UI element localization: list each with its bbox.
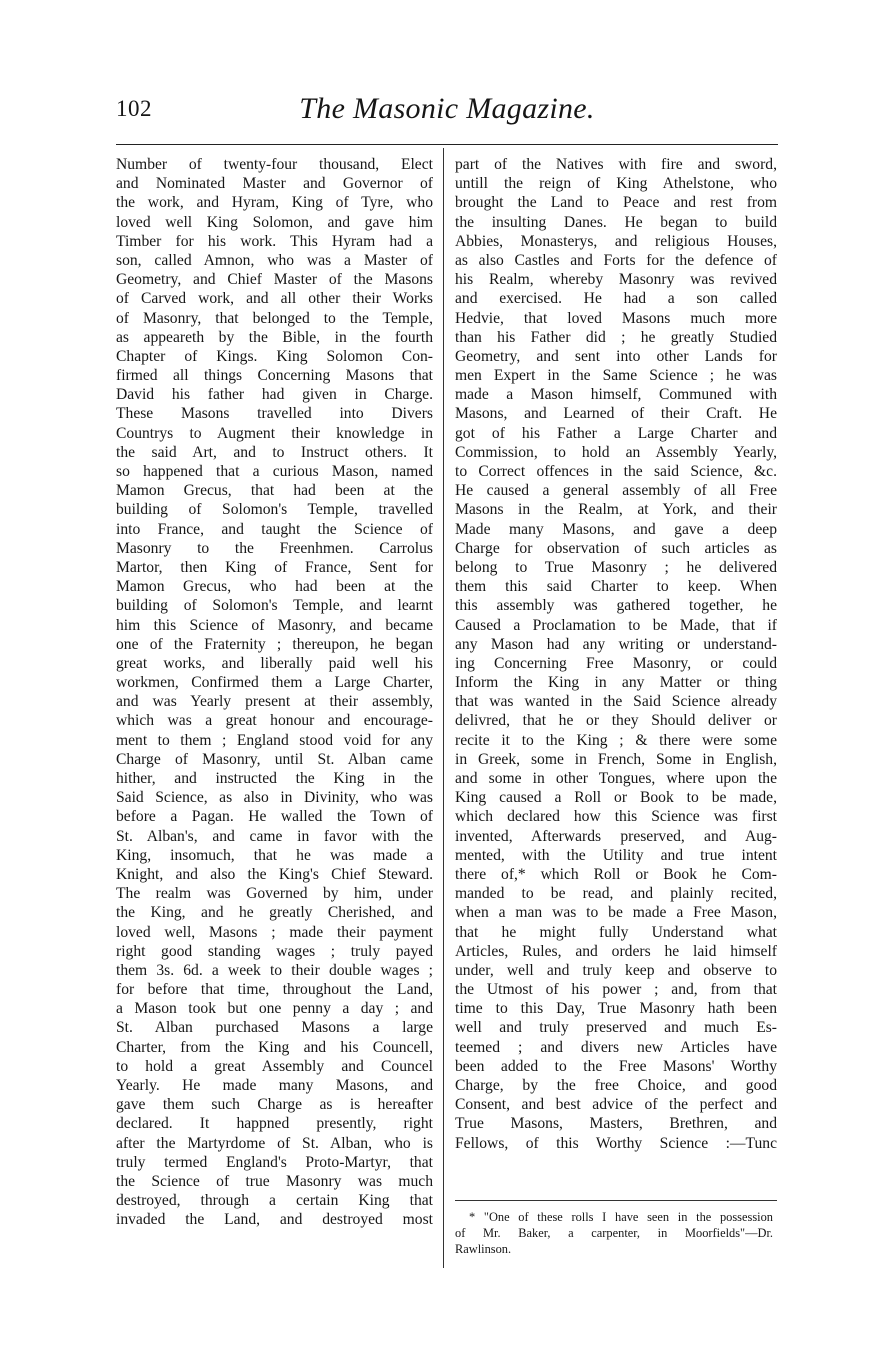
left-column-line: into France, and taught the Science of bbox=[116, 520, 433, 538]
right-column-line: brought the Land to Peace and rest from bbox=[455, 194, 777, 212]
left-column-line: St. Alban's, and came in favor with the bbox=[116, 827, 433, 845]
right-column-line: that was wanted in the Said Science already bbox=[455, 693, 777, 711]
right-column-line: delivred, that he or they Should deliver or bbox=[455, 712, 777, 730]
right-column-line: Inform the King in any Matter or thing bbox=[455, 674, 777, 692]
right-column-line: recite it to the King ; & there were some bbox=[455, 731, 777, 749]
right-column-line: teemed ; and divers new Articles have bbox=[455, 1038, 777, 1056]
footnote-line: Rawlinson. bbox=[455, 1242, 512, 1256]
left-column-line: him this Science of Masonry, and became bbox=[116, 616, 433, 634]
right-column-line: this assembly was gathered together, he bbox=[455, 597, 777, 615]
right-column-line: belong to True Masonry ; he delivered bbox=[455, 558, 777, 576]
left-column-line: a Mason took but one penny a day ; and bbox=[116, 1000, 433, 1018]
left-column-line: right good standing wages ; truly payed bbox=[116, 942, 433, 960]
right-column-line: Masons, and Learned of their Craft. He bbox=[455, 405, 777, 423]
left-column-line: as appeareth by the Bible, in the fourth bbox=[116, 328, 433, 346]
left-column-line: Geometry, and Chief Master of the Masons bbox=[116, 271, 433, 289]
right-column-line: King caused a Roll or Book to be made, bbox=[455, 789, 777, 807]
left-column-line: the work, and Hyram, King of Tyre, who bbox=[116, 194, 433, 212]
right-column-line: Abbies, Monasterys, and religious Houses, bbox=[455, 232, 777, 250]
right-column-line: which declared how this Science was first bbox=[455, 808, 777, 826]
left-column-line: King, insomuch, that he was made a bbox=[116, 846, 433, 864]
right-column-line: Geometry, and sent into other Lands for bbox=[455, 347, 777, 365]
footnote-line: * "One of these rolls I have seen in the possession bbox=[469, 1210, 773, 1224]
right-column-line: when a man was to be made a Free Mason, bbox=[455, 904, 777, 922]
right-column-line: part of the Natives with fire and sword, bbox=[455, 156, 777, 173]
left-column-line: declared. It happned presently, right bbox=[116, 1115, 433, 1133]
left-column-line: Charter, from the King and his Councell, bbox=[116, 1038, 433, 1056]
left-column-line: loved well, Masons ; made their payment bbox=[116, 923, 433, 941]
right-column bbox=[455, 155, 777, 1153]
right-column-line: True Masons, Masters, Brethren, and bbox=[455, 1115, 777, 1133]
footnote-rule bbox=[455, 1200, 777, 1201]
right-column-line: Fellows, of this Worthy Science :—Tunc bbox=[455, 1134, 777, 1152]
right-column-line: that he might fully Understand what bbox=[455, 923, 777, 941]
right-column-line: than his Father did ; he greatly Studied bbox=[455, 328, 777, 346]
left-column-line: Mamon Grecus, that had been at the bbox=[116, 482, 433, 500]
right-column-line: Charge, by the free Choice, and good bbox=[455, 1077, 777, 1094]
left-column-line: truly termed England's Proto-Martyr, that bbox=[116, 1153, 433, 1171]
right-column-line: them this said Charter to keep. When bbox=[455, 578, 777, 596]
left-column-line: destroyed, through a certain King that bbox=[116, 1192, 433, 1210]
right-column-line: there of,* which Roll or Book he Com- bbox=[455, 865, 777, 883]
left-column-line: them 3s. 6d. a week to their double wages ; bbox=[116, 961, 433, 979]
left-column-line: St. Alban purchased Masons a large bbox=[116, 1019, 433, 1037]
page-header bbox=[116, 92, 778, 132]
left-column-line: great works, and liberally paid well his bbox=[116, 654, 433, 672]
right-column-line: in Greek, some in French, Some in English, bbox=[455, 750, 777, 768]
footnote-line: of Mr. Baker, a carpenter, in Moorfields"—Dr. bbox=[455, 1226, 773, 1240]
right-column-line: been added to the Free Masons' Worthy bbox=[455, 1057, 777, 1075]
left-column-line: Countrys to Augment their knowledge in bbox=[116, 424, 433, 442]
right-column-line: men Expert in the Same Science ; he was bbox=[455, 367, 777, 385]
left-column-line: gave them such Charge as is hereafter bbox=[116, 1096, 433, 1114]
left-column-line: Chapter of Kings. King Solomon Con- bbox=[116, 347, 433, 365]
right-column-line: his Realm, whereby Masonry was revived bbox=[455, 271, 777, 289]
right-column-line: Charge for observation of such articles as bbox=[455, 539, 777, 557]
left-column-line: for before that time, throughout the Land, bbox=[116, 981, 433, 999]
right-column-line: time to this Day, True Masonry hath been bbox=[455, 1000, 777, 1018]
left-column-line: workmen, Confirmed them a Large Charter, bbox=[116, 674, 433, 692]
left-column-line: Knight, and also the King's Chief Steward. bbox=[116, 865, 433, 883]
left-column-line: invaded the Land, and destroyed most bbox=[116, 1211, 433, 1229]
right-column-line: mented, with the Utility and true intent bbox=[455, 846, 777, 864]
left-column-line: the Science of true Masonry was much bbox=[116, 1172, 433, 1190]
right-column-line: Articles, Rules, and orders he laid himself bbox=[455, 942, 777, 960]
right-column-line: and some in other Tongues, where upon the bbox=[455, 770, 777, 787]
left-column-line: of Masonry, that belonged to the Temple, bbox=[116, 309, 433, 327]
right-column-line: He caused a general assembly of all Free bbox=[455, 482, 777, 500]
left-column-line: and was Yearly present at their assembly, bbox=[116, 693, 433, 711]
right-column-line: untill the reign of King Athelstone, who bbox=[455, 175, 777, 193]
left-column-line: to hold a great Assembly and Councel bbox=[116, 1057, 433, 1075]
running-title: The Masonic Magazine. bbox=[299, 92, 595, 125]
right-column-line: Caused a Proclamation to be Made, that if bbox=[455, 616, 777, 634]
left-column-line: one of the Fraternity ; thereupon, he began bbox=[116, 635, 433, 653]
left-column bbox=[116, 155, 433, 1230]
left-column-line: Number of twenty-four thousand, Elect bbox=[116, 156, 433, 173]
right-column-line: made a Mason himself, Communed with bbox=[455, 386, 777, 404]
left-column-line: the King, and he greatly Cherished, and bbox=[116, 904, 433, 922]
right-column-line: Hedvie, that loved Masons much more bbox=[455, 309, 777, 327]
right-column-line: and exercised. He had a son called bbox=[455, 290, 777, 308]
right-column-line: Consent, and best advice of the perfect and bbox=[455, 1096, 777, 1114]
left-column-line: which was a great honour and encourage- bbox=[116, 712, 433, 730]
page-number: 102 bbox=[116, 96, 152, 121]
left-column-line: Masonry to the Freenhmen. Carrolus bbox=[116, 539, 433, 557]
right-column-line: invented, Afterwards preserved, and Aug- bbox=[455, 827, 777, 845]
left-column-line: David his father had given in Charge. bbox=[116, 386, 433, 404]
left-column-line: The realm was Governed by him, under bbox=[116, 885, 433, 903]
left-column-line: hither, and instructed the King in the bbox=[116, 770, 433, 787]
left-column-line: Said Science, as also in Divinity, who was bbox=[116, 789, 433, 807]
right-column-line: manded to be read, and plainly recited, bbox=[455, 885, 777, 903]
left-column-line: so happened that a curious Mason, named bbox=[116, 463, 433, 480]
left-column-line: These Masons travelled into Divers bbox=[116, 405, 433, 423]
right-column-line: Commission, to hold an Assembly Yearly, bbox=[455, 443, 777, 461]
left-column-line: and Nominated Master and Governor of bbox=[116, 175, 433, 193]
left-column-line: of Carved work, and all other their Works bbox=[116, 290, 433, 308]
left-column-line: Martor, then King of France, Sent for bbox=[116, 558, 433, 576]
left-column-line: Mamon Grecus, who had been at the bbox=[116, 578, 433, 596]
left-column-line: firmed all things Concerning Masons that bbox=[116, 367, 433, 385]
right-column-line: Masons in the Realm, at York, and their bbox=[455, 501, 777, 519]
right-column-line: any Mason had any writing or understand- bbox=[455, 635, 777, 653]
right-column-line: the insulting Danes. He began to build bbox=[455, 213, 777, 231]
right-column-line: as also Castles and Forts for the defence of bbox=[455, 251, 777, 269]
right-column-line: to Correct offences in the said Science, &c. bbox=[455, 463, 777, 480]
left-column-line: before a Pagan. He walled the Town of bbox=[116, 808, 433, 826]
header-rule bbox=[116, 144, 778, 145]
right-column-line: under, well and truly keep and observe to bbox=[455, 961, 777, 979]
left-column-line: loved well King Solomon, and gave him bbox=[116, 213, 433, 231]
left-column-line: building of Solomon's Temple, and learnt bbox=[116, 597, 433, 615]
right-column-line: ing Concerning Free Masonry, or could bbox=[455, 654, 777, 672]
left-column-line: Yearly. He made many Masons, and bbox=[116, 1077, 433, 1094]
right-column-line: got of his Father a Large Charter and bbox=[455, 424, 777, 442]
left-column-line: after the Martyrdome of St. Alban, who is bbox=[116, 1134, 433, 1152]
left-column-line: son, called Amnon, who was a Master of bbox=[116, 251, 433, 269]
column-divider bbox=[443, 148, 444, 1268]
left-column-line: Charge of Masonry, until St. Alban came bbox=[116, 750, 433, 768]
right-column-line: Made many Masons, and gave a deep bbox=[455, 520, 777, 538]
left-column-line: the said Art, and to Instruct others. It bbox=[116, 443, 433, 461]
right-column-line: the Utmost of his power ; and, from that bbox=[455, 981, 777, 999]
left-column-line: ment to them ; England stood void for any bbox=[116, 731, 433, 749]
left-column-line: Timber for his work. This Hyram had a bbox=[116, 232, 433, 250]
right-column-line: well and truly preserved and much Es- bbox=[455, 1019, 777, 1037]
left-column-line: building of Solomon's Temple, travelled bbox=[116, 501, 433, 519]
footnote bbox=[455, 1209, 773, 1257]
